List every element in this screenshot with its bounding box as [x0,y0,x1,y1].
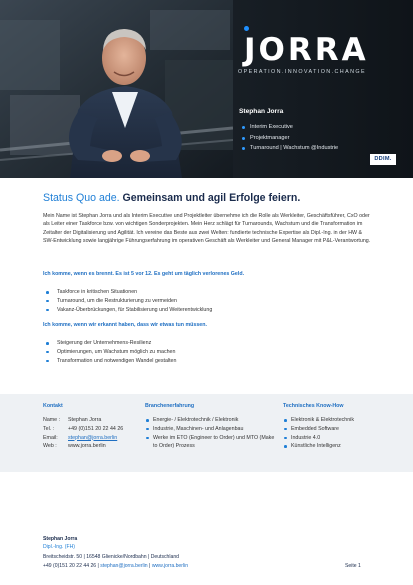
contact-block [43,416,123,451]
footer-email-link[interactable]: stephan@jorra.berlin [100,563,148,569]
contact-heading: Kontakt [43,403,63,409]
contact-value: Stephan Jorra [68,417,102,423]
hero-person-name: Stephan Jorra [239,108,284,115]
footer-address: Breitscheidstr. 50 | 16548 Glienicke/Nordbahn | Deutschland [43,554,180,560]
list-item: Transformation und notwendigen Wandel gestalten [45,357,176,366]
list-item: Künstliche Intelligenz [284,442,354,451]
contact-value: +49 (0)151 20 22 44 26 [68,425,124,432]
tech-list [284,416,354,451]
contact-row [43,434,123,443]
sector-list [146,416,280,451]
hero-role-item: Turnaround | Wachstum @Industrie [241,143,338,154]
hero-banner [0,0,413,178]
ddim-badge: DDIM. [370,154,396,165]
list-item: Vakanz-Überbrückungen, für Stabilisierung und Weiterentwicklung [45,306,212,315]
footer-title: Dipl.-Ing. (FH) [43,544,75,550]
list-item: Taskforce in kritischen Situationen [45,288,212,297]
hero-role-list [241,122,338,154]
headline-blue: Status Quo ade. [43,192,120,204]
list-item: Turnaround, um die Restrukturierung zu vermeiden [45,297,212,306]
footer-contact [43,563,188,569]
logo-dot-icon [244,26,249,31]
section-heading-proactive: Ich komme, wenn wir erkannt haben, dass wir etwas tun müssen. [43,322,207,328]
hero-role-item: Projektmanager [241,133,338,144]
page-headline [43,192,300,204]
tech-heading: Technisches Know-How [283,403,344,409]
list-item: Optimierungen, um Wachstum möglich zu machen [45,348,176,357]
logo-wordmark: JORRA [244,32,369,68]
contact-key: Name : [43,417,61,423]
footer-separator: | [149,563,151,569]
page-number: Seite 1 [345,563,361,569]
list-item: Industrie 4.0 [284,434,354,443]
contact-row [43,416,123,425]
contact-row [43,425,123,434]
footer-name: Stephan Jorra [43,536,78,542]
contact-key: Email: [43,434,58,441]
email-link[interactable]: stephan@jorra.berlin [68,434,118,441]
list-item: Energie- / Elektrotechnik / Elektronik [146,416,280,425]
list-item: Elektronik & Elektrotechnik [284,416,354,425]
list-item: Embedded Software [284,425,354,434]
contact-key: Web : [43,443,57,450]
section-heading-urgent: Ich komme, wenn es brennt. Es ist 5 vor 12. Es geht um täglich verlorenes Geld. [43,271,245,277]
urgent-list [45,288,212,314]
logo-tagline: OPERATION.INNOVATION.CHANGE [238,69,366,75]
portrait-photo [0,0,233,178]
contact-row [43,442,123,451]
list-item: Werke im ETO (Engineer to Order) und MTO (Make to Order) Prozess [146,434,280,452]
intro-paragraph: Mein Name ist Stephan Jorra und als Interim Executive und Projektleiter übernehme ich die Rolle als Werkleiter, Geschäftsführer, CxO oder als Leiter einer Taskforce bzw. von wichtigen Sonderprojekten. Mein Herz schlägt für Turnarounds, Wachstum und die Transformation im Zeitalter der Digitalisierung und Agilität. Ich vereine das Beste aus zwei Welten: fundierte technische Expertise als Dipl.-Ing. in der HW & SW-Entwicklung sowie langjährige Führungserfahrung im operativen Geschäft als Werkleiter und General Manager mit P&L-Verantwortung. [43,213,371,244]
web-link[interactable]: www.jorra.berlin [68,443,106,450]
contact-key: Tel. : [43,425,55,432]
footer-phone: +49 (0)151 20 22 44 26 | [43,563,99,569]
list-item: Industrie, Maschinen- und Anlagenbau [146,425,280,434]
headline-dark: Gemeinsam und agil Erfolge feiern. [122,192,301,204]
sector-heading: Branchenerfahrung [145,403,195,409]
list-item: Steigerung der Unternehmens-Resilienz [45,339,176,348]
hero-role-item: Interim Executive [241,122,338,133]
footer-web-link[interactable]: www.jorra.berlin [151,563,189,569]
proactive-list [45,339,176,365]
